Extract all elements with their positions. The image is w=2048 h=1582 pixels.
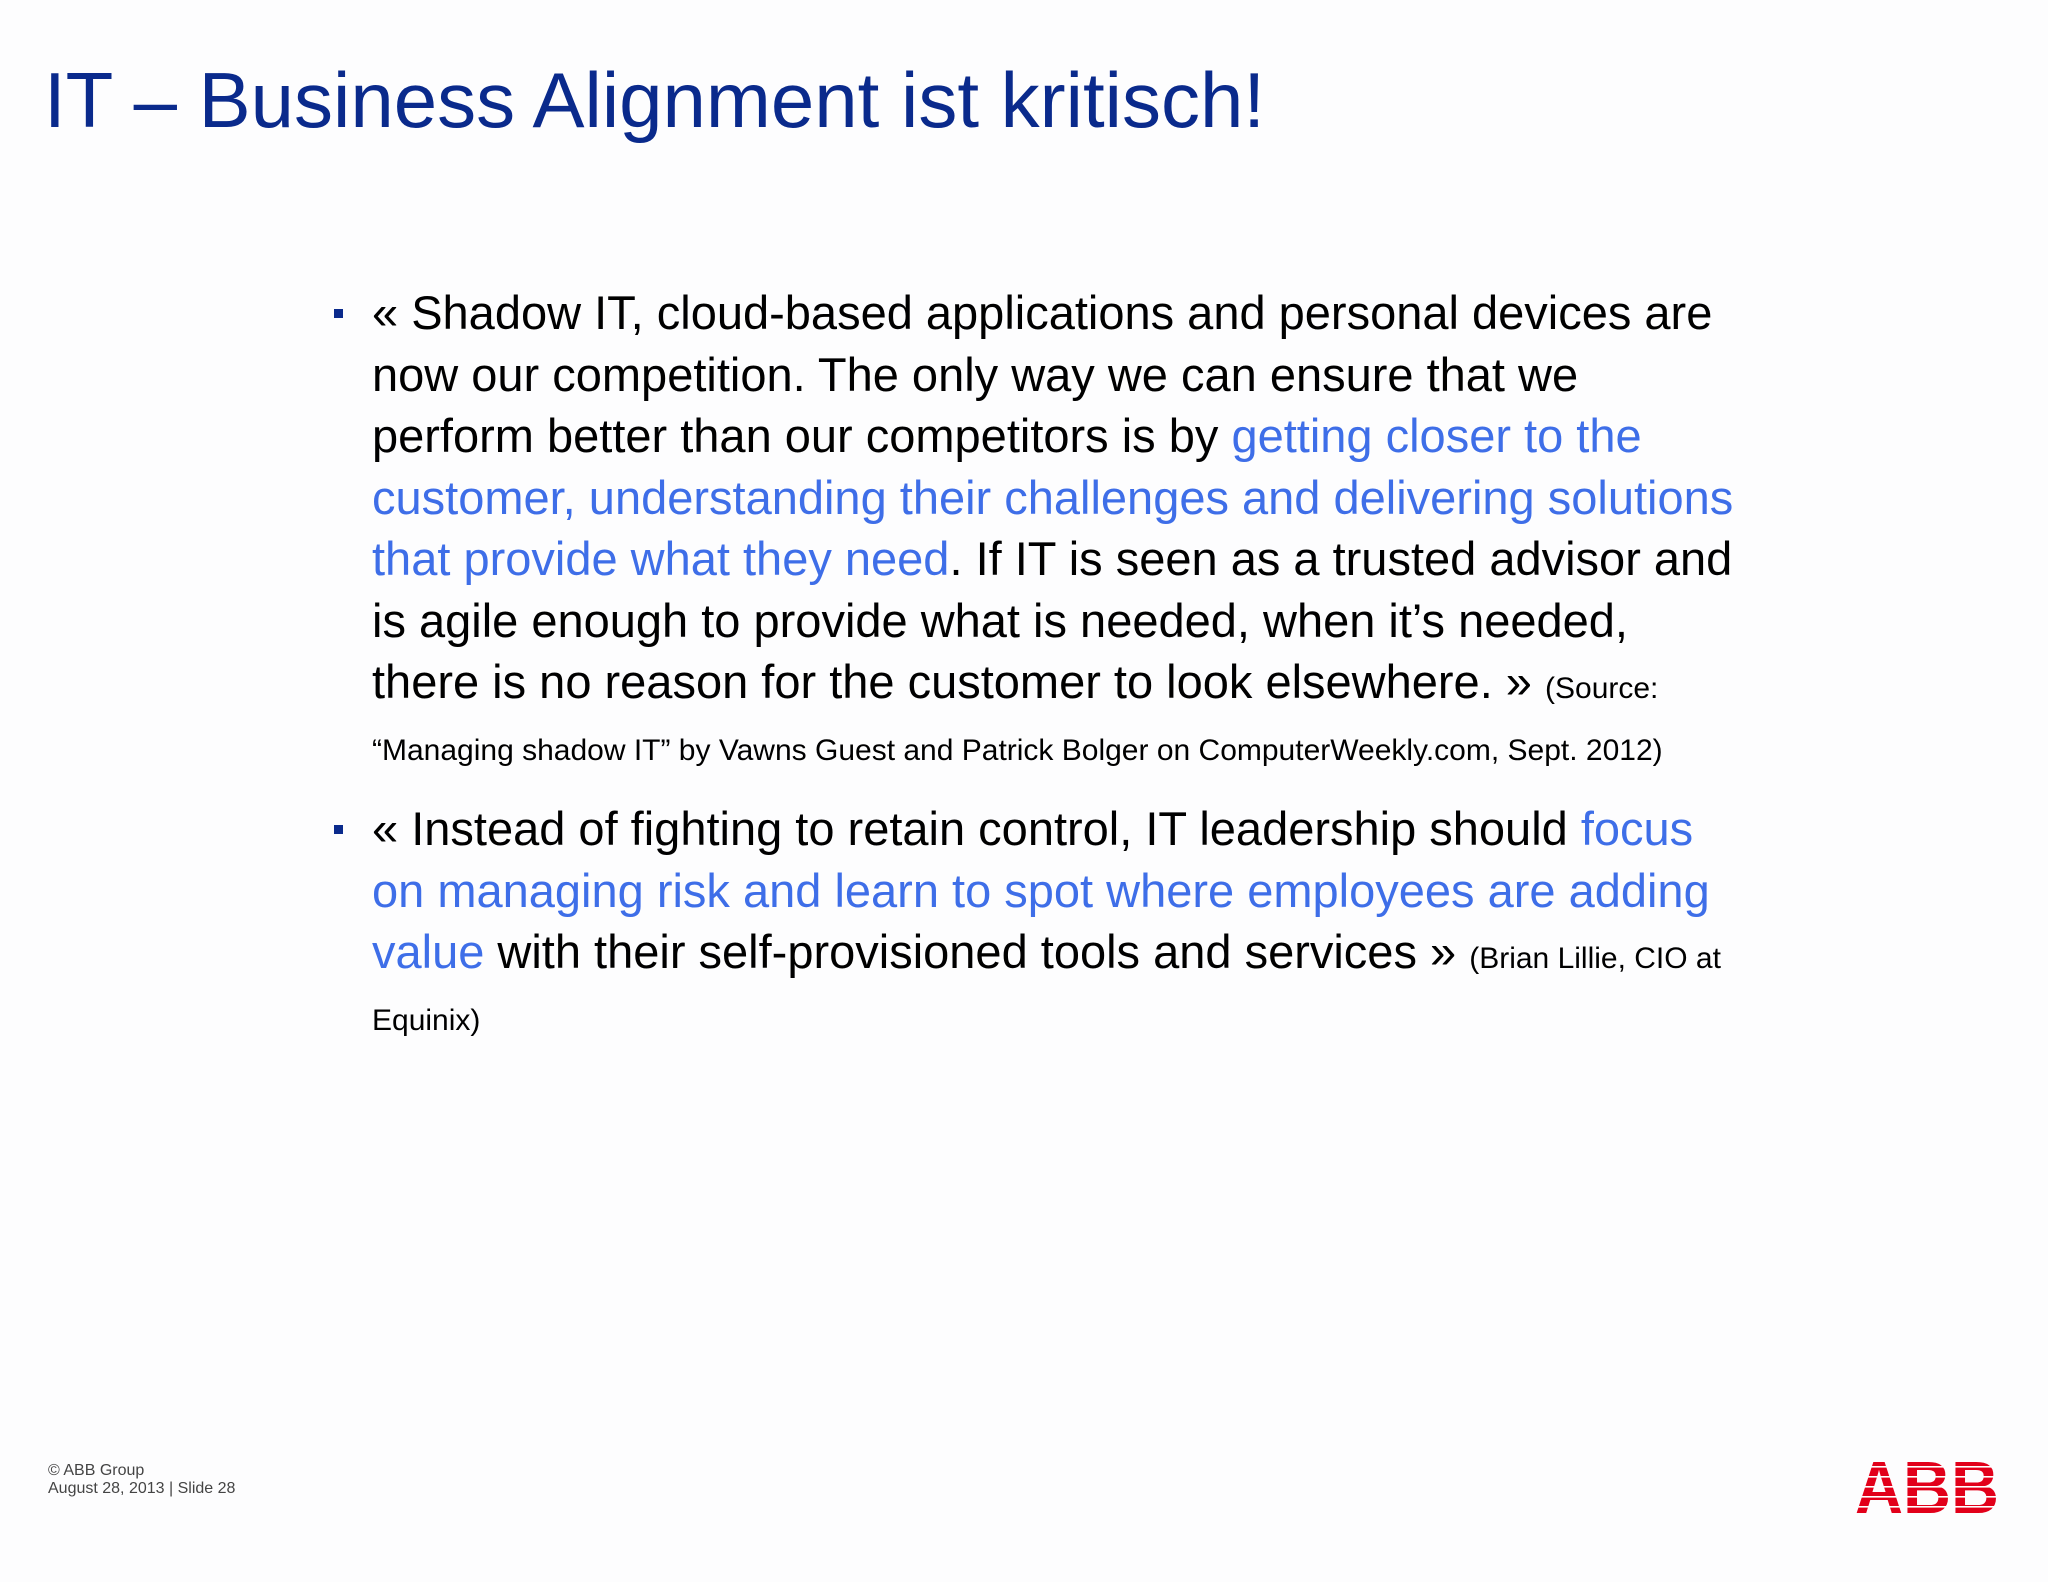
bullet-square-icon [334, 825, 343, 834]
abb-logo [1854, 1456, 2000, 1516]
bullet-list [372, 282, 1737, 1044]
footer-date-slide: August 28, 2013 | Slide 28 [48, 1480, 236, 1497]
quote-text: . If IT is seen as a trusted advisor and is agile enough to provide what is needed, when it’s needed, there is no reason for the customer to look elsewhere. » [372, 532, 1733, 708]
quote-highlight: getting closer to the customer, understanding their challenges and delivering solutions that provide what they need [372, 409, 1734, 585]
logo-stripes [1854, 1456, 2000, 1516]
footer-copyright: © ABB Group [48, 1462, 145, 1479]
bullet-square-icon [334, 309, 343, 318]
quote-text: « Shadow IT, cloud-based applications and personal devices are now our competition. The only way we can ensure that we perform better than our competitors is by [372, 286, 1713, 462]
quote-text: with their self-provisioned tools and services » [484, 925, 1470, 978]
slide-title: IT – Business Alignment ist kritisch! [44, 56, 1266, 144]
quote-source: (Source: “Managing shadow IT” by Vawns Guest and Patrick Bolger on ComputerWeekly.com, Sept. 2012) [372, 672, 1663, 767]
slide-footer [48, 1462, 235, 1498]
bullet-item-2 [372, 798, 1737, 1044]
quote-source: (Brian Lillie, CIO at Equinix) [372, 942, 1721, 1037]
bullet-item-1 [372, 282, 1737, 774]
quote-text: « Instead of fighting to retain control, IT leadership should [372, 802, 1581, 855]
quote-highlight: focus on managing risk and learn to spot where employees are adding value [372, 802, 1710, 978]
